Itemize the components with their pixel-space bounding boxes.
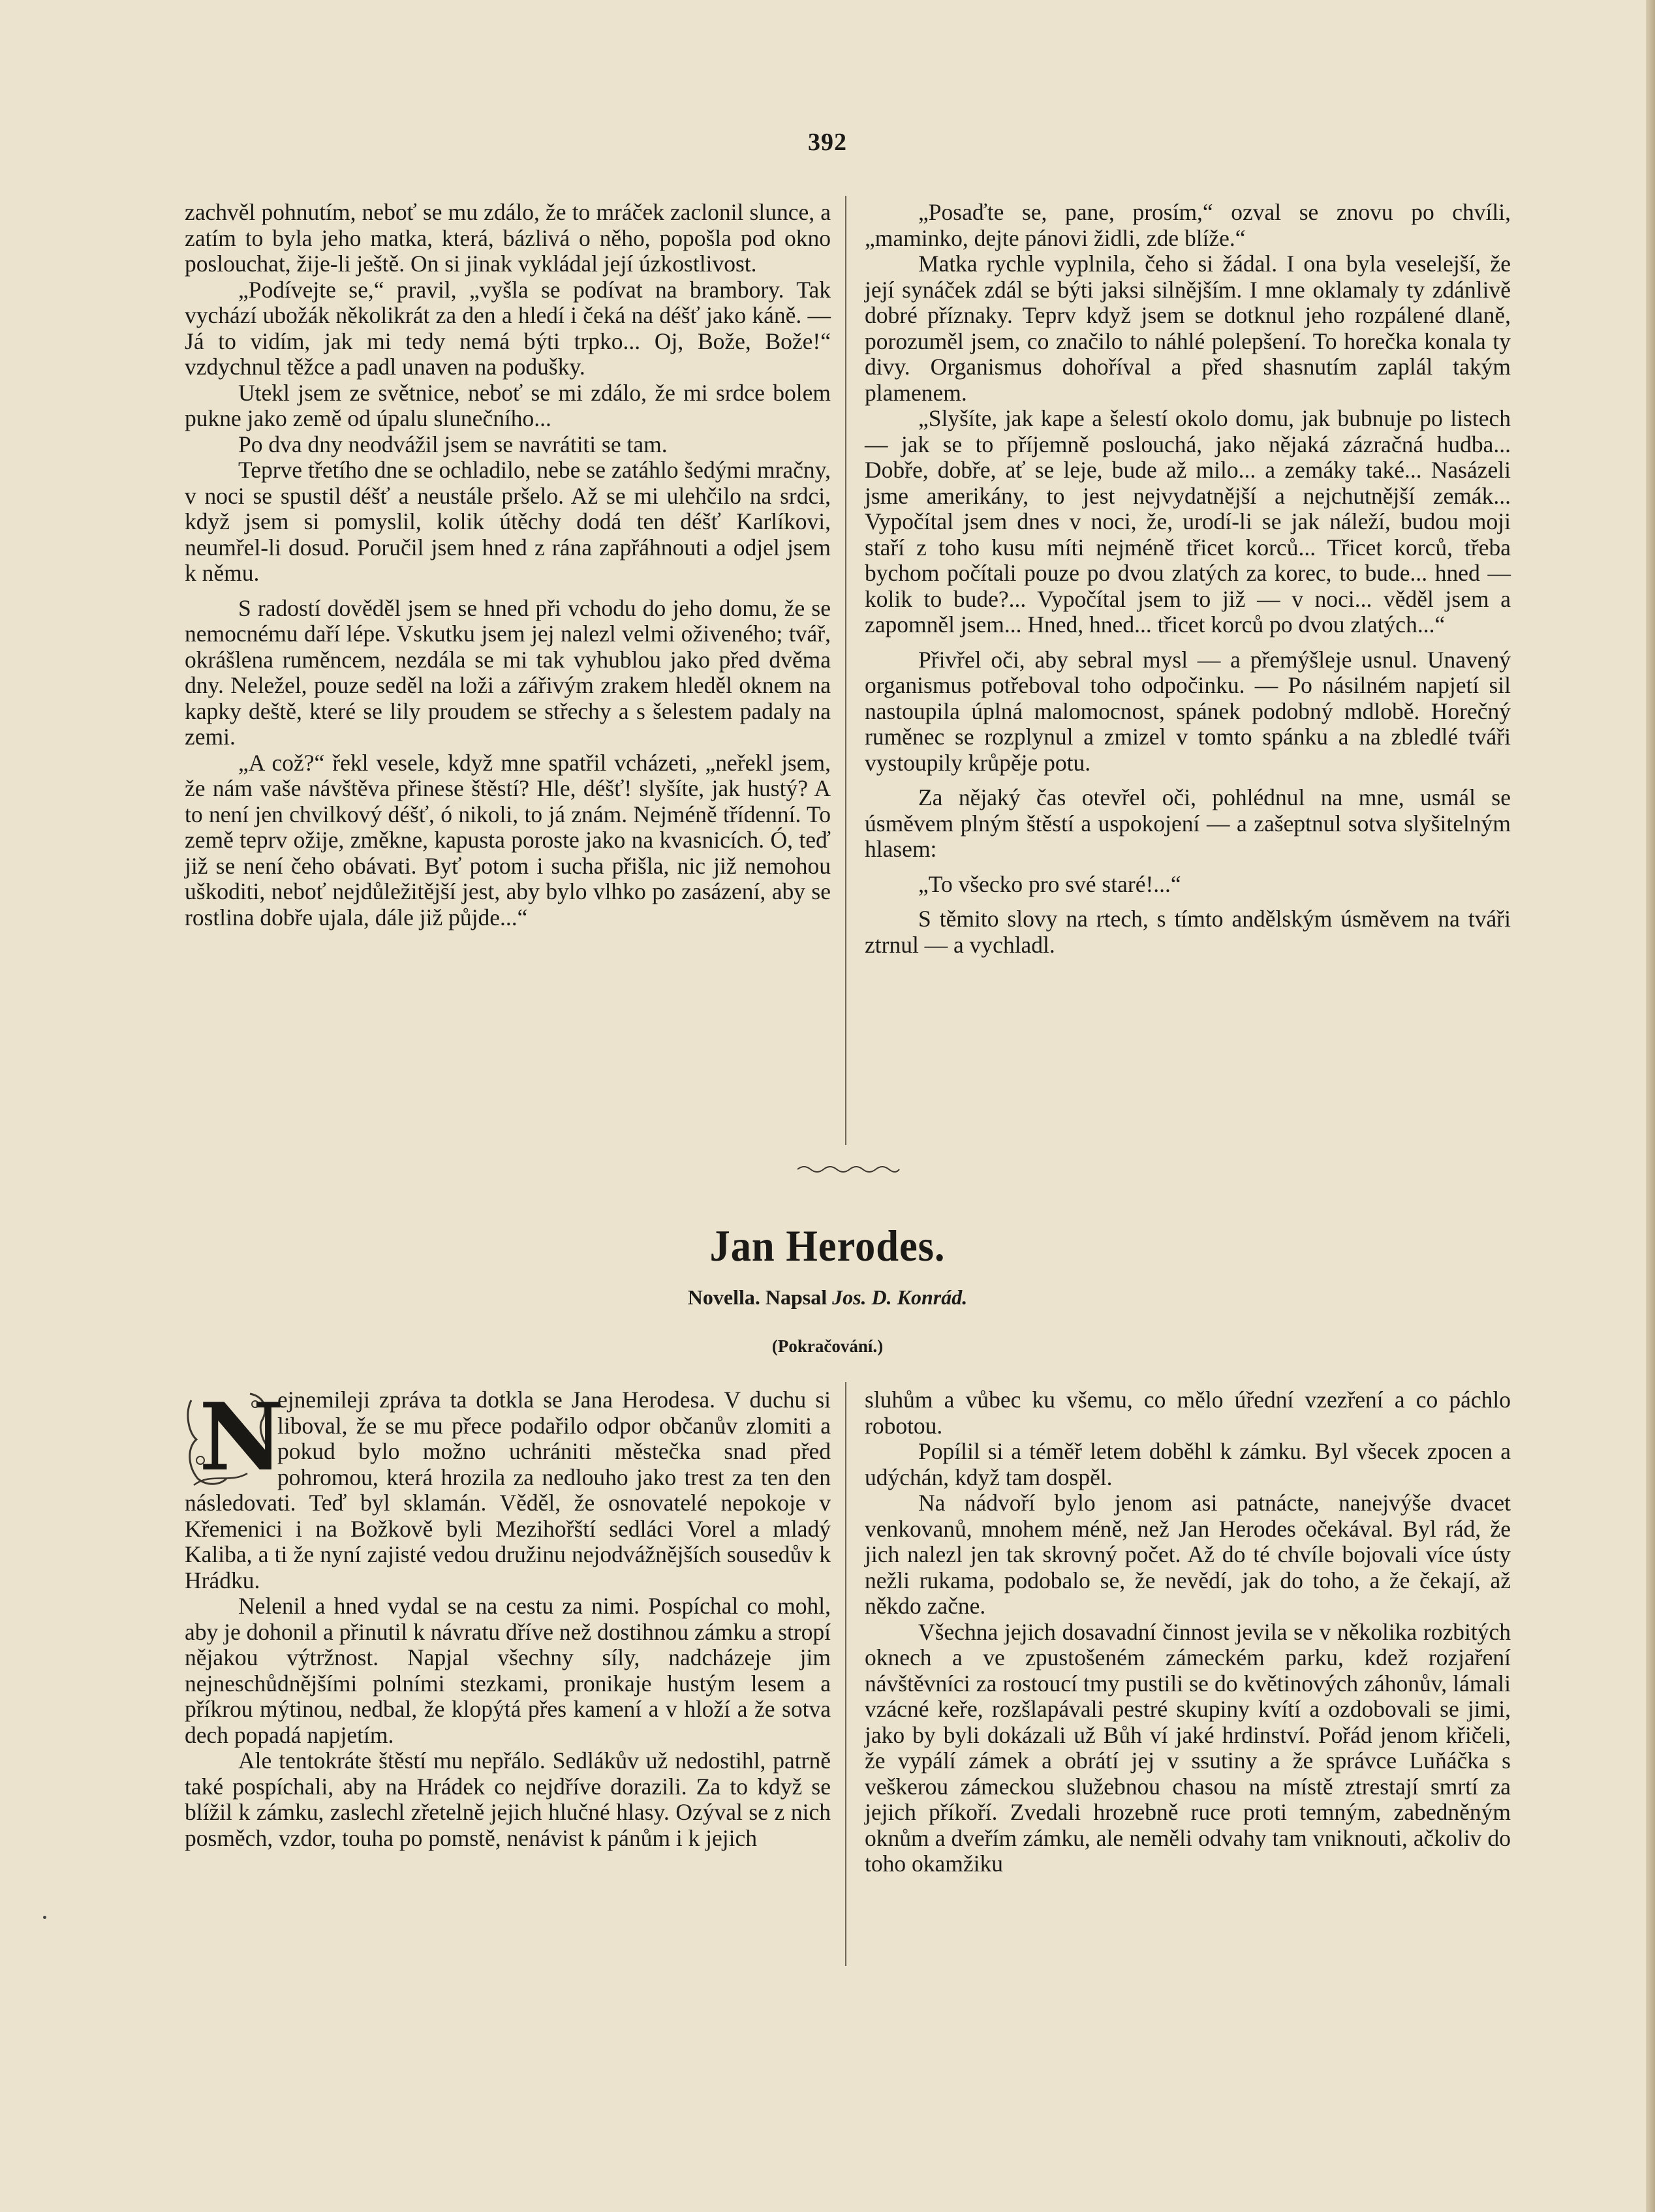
paragraph: Popílil si a téměř letem doběhl k zámku. Byl všecek zpocen a udýchán, když tam dospěl. <box>865 1438 1511 1490</box>
margin-speck <box>43 1916 46 1919</box>
article-title: Jan Herodes. <box>709 1221 946 1270</box>
paragraph: „A což?“ řekl vesele, když mne spatřil vcházeti, „neřekl jsem, že nám vaše návštěva přinese štěstí? Hle, déšť! slyšíte, jak hustý? A to není jen chvilkový déšť, ó nikoli, to já znám. Nejméně třídenní. To země teprv ožije, změkne, kapusta poroste jako na kvasnicích. Ó, teď již se není čeho obávati. Byť potom i sucha přišla, nic již nemohou uškoditi, neboť nejdůležitější jest, aby bylo vlhko po zasázení, aby se rostlina dobře ujala, dále již půjde...“ <box>185 749 831 930</box>
continued-note: (Pokračování.) <box>771 1336 884 1356</box>
paragraph: zachvěl pohnutím, neboť se mu zdálo, že to mráček zaclonil slunce, a zatím to byla jeho matka, která, bázlivá o něho, popošla pod okno poslouchat, žije-li ještě. On si jinak vykládal její úzkostlivost. <box>185 199 831 277</box>
paragraph: Nelenil a hned vydal se na cestu za nimi. Pospíchal co mohl, aby je dohonil a přinutil k návratu dříve než dostihnou zámku a stropí nějakou výtržnost. Napjal všechny síly, nadcházeje jim nejneschůdnějšími polními stezkami, pronikaje hustým lesem a příkrou mýtinou, nedbal, že klopýtá přes kamení a v hloží a že sotva dech popadá napjetím. <box>185 1593 831 1748</box>
paragraph: Všechna jejich dosavadní činnost jevila se v několika rozbitých oknech a ve zpustošeném zámeckém parku, kdež rozjaření návštěvníci za rostoucí tmy pustili se do květinových záhonův, lámali vzácné keře, rozšlapávali pestré skupiny kvítí a ozdobovali se jimi, jako by byli dokázali už Bůh ví jaké hrdinství. Pořád jenom křičeli, že vypálí zámek a obrátí jej v ssutiny a že správce Luňáčka s veškerou zámeckou služebnou chasou na místě ztrestají smrtí za jejich příkoří. Zvedali hrozebně ruce proti temným, zabedněným oknům a dveřím zámku, ale neměli odvahy tam vniknouti, ačkoliv do toho okamžiku <box>865 1618 1511 1877</box>
paragraph: „Slyšíte, jak kape a šelestí okolo domu, jak bubnuje po listech — jak se to příjemně poslouchá, jako nějaká zázračná hudba... Dobře, dobře, ať se leje, bude až milo... a zemáky také... Nasázeli jsme amerikány, to jest nejvydatnější a nejchutnější zemák... Vypočítal jsem dnes v noci, že, urodí-li se jak náleží, budou moji staří z toho kusu míti nejméně třicet korců... Třicet korců, třeba bychom počítali pouze po dvou zlatých za korec, to bude... hned — kolik to bude?... Vypočítal jsem to již — v noci... věděl jsem a zapomněl jsem... Hned, hned... třicet korců po dvou zlatých...“ <box>865 405 1511 637</box>
paragraph: Po dva dny neodvážil jsem se navrátiti se tam. <box>238 431 668 457</box>
byline-prefix: Novella. Napsal <box>687 1285 833 1309</box>
drop-cap <box>185 1383 284 1492</box>
page-number: 392 <box>808 129 847 156</box>
paragraph: ejnemileji zpráva ta dotkla se Jana Herodesa. V duchu si liboval, že se mu přece podařilo odpor občanův zlomiti a pokud bylo možno uchrániti městečka snad před pohromou, která hrozila za nedlouho jako trest za ten den následovati. Teď byl sklamán. Věděl, že osnovatelé nepokoje v Křemenici i na Božkově byli Mezihořští sedláci Vorel a mladý Kaliba, a ti že nyní zajisté vedou družinu nejodvážnějších sousedův k Hrádku. <box>185 1387 831 1593</box>
paragraph: „Posaďte se, pane, prosím,“ ozval se znovu po chvíli, „maminko, dejte pánovi židli, zde blíže.“ <box>865 199 1511 251</box>
paragraph: „Podívejte se,“ pravil, „vyšla se podívat na brambory. Tak vychází ubožák několikrát za den a hledí i čeká na déšť jako káně. — Já to vidím, jak mi tedy nemá býti trpko... Oj, Bože, Bože!“ vzdychnul těžce a padl unaven na podušky. <box>185 276 831 380</box>
paragraph: Na nádvoří bylo jenom asi patnácte, nanejvýše dvacet venkovanů, mnohem méně, než Jan Herodes očekával. Byl rád, že jich nalezl jen tak skrovný počet. Až do té chvíle bojovali více ústy nežli rukama, podobalo se, že nevědí, jak do toho, a že čekají, až někdo začne. <box>865 1490 1511 1619</box>
paragraph: Ale tentokráte štěstí mu nepřálo. Sedlákův už nedostihl, patrně také pospíchali, aby na Hrádek co nejdříve dorazili. Za to když se blížil k zámku, zaslechl zřetelně jejich hlučné hlasy. Ozýval se z nich posměch, vzdor, touha po pomstě, nenávist k pánům i k jejich <box>185 1747 831 1851</box>
paragraph: Teprve třetího dne se ochladilo, nebe se zatáhlo šedými mračny, v noci se spustil déšť a neustále pršelo. Až se mi ulehčilo na srdci, když jsem si pomyslil, kolik útěchy dodá ten déšť Karlíkovi, neumřel-li dosud. Poručil jsem hned z rána zapřáhnouti a odjel jsem k němu. <box>185 457 831 586</box>
paragraph: Matka rychle vyplnila, čeho si žádal. I ona byla veselejší, že její synáček zdál se býti jaksi silnějším. I mne oklamaly ty zdánlivě dobré příznaky. Teprv když jsem se dotknul jeho rozpálené dlaně, porozuměl jsem, co značilo to náhlé polepšení. To horečka konala ty divy. Organismus dohoříval a před shasnutím zaplál takým plamenem. <box>865 251 1511 406</box>
paragraph: S radostí dověděl jsem se hned při vchodu do jeho domu, že se nemocnému daří lépe. Vskutku jsem jej nalezl velmi oživeného; tvář, okrášlena ruměncem, nezdála se mi tak vyhublou jako před dvěma dny. Neležel, pouze seděl na loži a zářivým zrakem hleděl oknem na kapky deště, které se lily proudem se střechy a s šelestem padaly na zemi. <box>185 594 831 750</box>
story-end-right-column <box>865 200 1511 958</box>
paragraph: „To všecko pro své staré!...“ <box>918 870 1181 897</box>
paragraph: Utekl jsem ze světnice, neboť se mi zdálo, že mi srdce bolem pukne jako země od úpalu slunečního... <box>185 379 831 431</box>
wave-ornament-icon <box>796 1161 901 1175</box>
page-edge <box>1646 0 1655 2212</box>
article-right-column <box>865 1387 1511 1877</box>
story-end-left-column <box>185 200 831 930</box>
paragraph: Za nějaký čas otevřel oči, pohlédnul na mne, usmál se úsměvem plným štěstí a uspokojení — a zašeptnul sotva slyšitelným hlasem: <box>865 784 1511 862</box>
paragraph: sluhům a vůbec ku všemu, co mělo úřední vzezření a co páchlo robotou. <box>865 1387 1511 1439</box>
author-name: Jos. D. Konrád. <box>832 1285 968 1309</box>
drop-cap-letter: N <box>199 1383 284 1492</box>
paragraph: S těmito slovy na rtech, s tímto andělským úsměvem na tváři ztrnul — a vychladl. <box>865 906 1511 958</box>
article-byline <box>0 1285 1655 1310</box>
column-rule-bottom <box>845 1382 846 1966</box>
article-left-column <box>185 1383 831 1851</box>
column-rule-top <box>845 196 846 1145</box>
paragraph: Přivřel oči, aby sebral mysl — a přemýšleje usnul. Unavený organismus potřeboval toho odpočinku. — Po násilném napjetí sil nastoupila úplná malomocnost, spánek podobný mdlobě. Horečný ruměnec se rozplynul a zmizel v tomto spánku a na zbledlé tváři vystoupily krůpěje potu. <box>865 646 1511 776</box>
